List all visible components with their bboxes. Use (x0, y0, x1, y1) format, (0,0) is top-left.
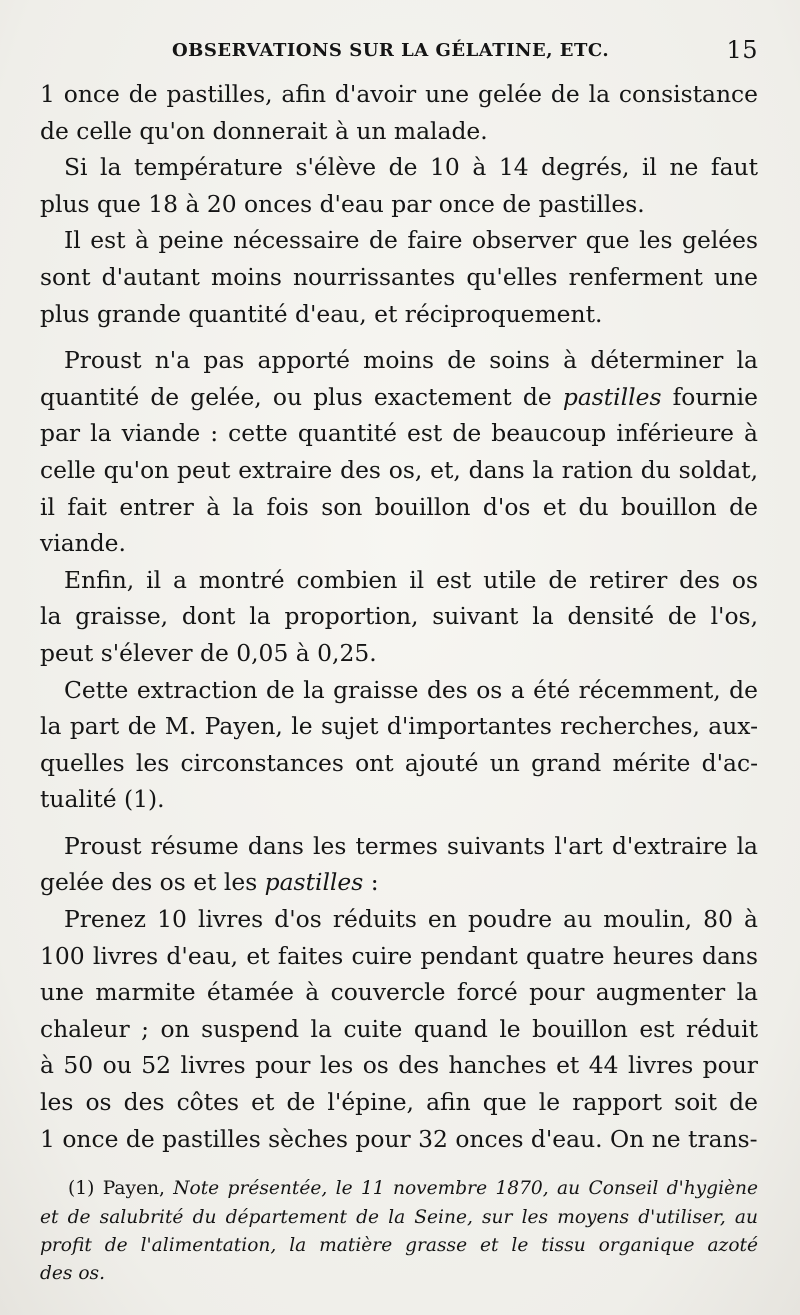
paragraph (40, 149, 758, 222)
text-line: Proust résume dans les termes suivants l'art d'extraire la (64, 831, 758, 860)
text-line: 100 livres d'eau, et faites cuire pendant quatre heures dans (40, 941, 758, 970)
paragraph (40, 672, 758, 818)
paragraph (40, 828, 758, 901)
body-text (40, 76, 758, 1157)
text-line: chaleur ; on suspend la cuite quand le bouillon est réduit (40, 1014, 758, 1043)
text-line: Si la température s'élève de 10 à 14 degrés, il ne faut (64, 153, 758, 182)
text-line: viande. (40, 529, 126, 558)
text-line: la graisse, dont la proportion, suivant la densité de l'os, (40, 602, 758, 631)
text-line: tualité (1). (40, 785, 165, 814)
page-header (40, 30, 758, 76)
paragraph (40, 222, 758, 332)
paragraph-gap (40, 818, 758, 828)
paragraph-gap (40, 332, 758, 342)
text-line: sont d'autant moins nourrissantes qu'elles renferment une (40, 262, 758, 291)
footnote-line: profit de l'alimentation, la matière grasse et le tissu organique azoté (40, 1235, 758, 1257)
text-line: par la viande : cette quantité est de beaucoup inférieure à (40, 419, 758, 448)
text-line: une marmite étamée à couvercle forcé pour augmenter la (40, 978, 758, 1007)
paragraph (40, 342, 758, 562)
text-line: quantité de gelée, ou plus exactement de pastilles fournie (40, 382, 759, 411)
text-line: Proust n'a pas apporté moins de soins à déterminer la (64, 346, 758, 375)
text-line: de celle qu'on donnerait à un malade. (40, 116, 488, 145)
text-line: Enfin, il a montré combien il est utile de retirer des os (64, 565, 758, 594)
text-line: quelles les circonstances ont ajouté un grand mérite d'ac- (40, 748, 758, 777)
text-line: Prenez 10 livres d'os réduits en poudre au moulin, 80 à (64, 905, 758, 934)
footnote-line: (1) Payen, Note présentée, le 11 novembre 1870, au Conseil d'hygiène (68, 1178, 758, 1200)
page-number: 15 (726, 36, 758, 64)
text-line: celle qu'on peut extraire des os, et, dans la ration du soldat, (40, 455, 758, 484)
text-line: plus grande quantité d'eau, et réciproquement. (40, 299, 603, 328)
text-line: Cette extraction de la graisse des os a été récemment, de (64, 675, 758, 704)
text-line: peut s'élever de 0,05 à 0,25. (40, 638, 377, 667)
running-title: OBSERVATIONS SUR LA GÉLATINE, ETC. (172, 40, 610, 61)
paragraph (40, 901, 758, 1157)
paragraph (40, 562, 758, 672)
text-line: il fait entrer à la fois son bouillon d'os et du bouillon de (40, 492, 758, 521)
text-line: la part de M. Payen, le sujet d'importantes recherches, aux- (40, 712, 758, 741)
footnote-line: et de salubrité du département de la Seine, sur les moyens d'utiliser, au (40, 1206, 758, 1228)
text-line: les os des côtes et de l'épine, afin que le rapport soit de (40, 1088, 758, 1117)
footnote-line: des os. (40, 1263, 106, 1285)
text-line: à 50 ou 52 livres pour les os des hanches et 44 livres pour (40, 1051, 758, 1080)
text-line: plus que 18 à 20 onces d'eau par once de pastilles. (40, 189, 645, 218)
text-line: Il est à peine nécessaire de faire observer que les gelées (64, 226, 758, 255)
footnote (40, 1175, 758, 1289)
text-line: 1 once de pastilles, afin d'avoir une gelée de la consistance (40, 80, 758, 108)
paragraph (40, 76, 758, 149)
text-line: gelée des os et les pastilles : (40, 868, 379, 897)
text-line: 1 once de pastilles sèches pour 32 onces d'eau. On ne trans- (40, 1124, 758, 1153)
